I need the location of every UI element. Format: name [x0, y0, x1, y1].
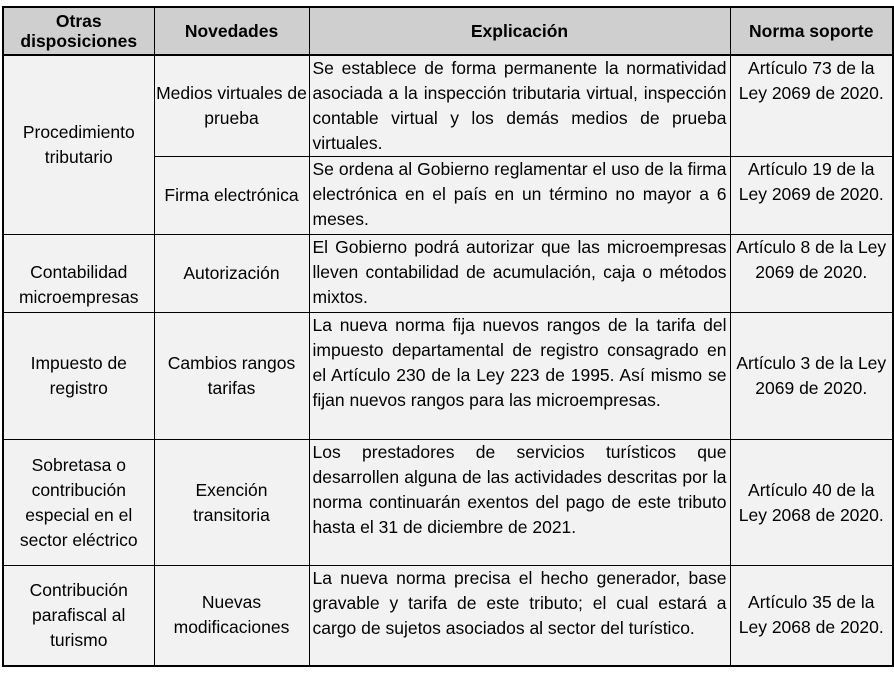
novedad-cell: Exención transitoria — [154, 440, 309, 566]
disposicion-cell: Contribución parafiscal al turismo — [3, 566, 154, 666]
table-row — [3, 55, 893, 157]
novedad-cell: Medios virtuales de prueba — [154, 55, 309, 157]
header-norma-soporte: Norma soporte — [730, 7, 893, 55]
table-row — [3, 440, 893, 566]
header-novedades: Novedades — [154, 7, 309, 55]
norma-cell: Artículo 73 de la Ley 2069 de 2020. — [730, 55, 893, 157]
table-row — [3, 313, 893, 440]
norma-cell: Artículo 3 de la Ley 2069 de 2020. — [730, 313, 893, 440]
disposicion-cell: Procedimiento tributario — [3, 55, 154, 235]
norma-cell: Artículo 40 de la Ley 2068 de 2020. — [730, 440, 893, 566]
disposicion-cell: Sobretasa o contribución especial en el sector eléctrico — [3, 440, 154, 566]
novedad-cell: Cambios rangos tarifas — [154, 313, 309, 440]
novedad-cell: Firma electrónica — [154, 157, 309, 235]
table-row — [3, 566, 893, 666]
table-row — [3, 235, 893, 313]
explicacion-cell: Se establece de forma permanente la normatividad asociada a la inspección tributaria virtual, inspección contable virtual y los demás medios de prueba virtuales. — [309, 55, 730, 157]
norma-cell: Artículo 35 de la Ley 2068 de 2020. — [730, 566, 893, 666]
header-explicacion: Explicación — [309, 7, 730, 55]
novedad-cell: Nuevas modificaciones — [154, 566, 309, 666]
explicacion-cell: Se ordena al Gobierno reglamentar el uso de la firma electrónica en el país en un término no mayor a 6 meses. — [309, 157, 730, 235]
norma-cell: Artículo 19 de la Ley 2069 de 2020. — [730, 157, 893, 235]
explicacion-cell: La nueva norma fija nuevos rangos de la tarifa del impuesto departamental de registro consagrado en el Artículo 230 de la Ley 223 de 1995. Así mismo se fijan nuevos rangos para las microempresas. — [309, 313, 730, 440]
header-otras-disposiciones: Otras disposiciones — [3, 7, 154, 55]
disposicion-cell: Contabilidad microempresas — [3, 235, 154, 313]
explicacion-cell: Los prestadores de servicios turísticos que desarrollen alguna de las actividades descritas por la norma continuarán exentos del pago de este tributo hasta el 31 de diciembre de 2021. — [309, 440, 730, 566]
explicacion-cell: El Gobierno podrá autorizar que las microempresas lleven contabilidad de acumulación, caja o métodos mixtos. — [309, 235, 730, 313]
disposiciones-table — [2, 6, 894, 667]
explicacion-cell: La nueva norma precisa el hecho generador, base gravable y tarifa de este tributo; el cual estará a cargo de sujetos asociados al sector del turístico. — [309, 566, 730, 666]
novedad-cell: Autorización — [154, 235, 309, 313]
disposicion-cell: Impuesto de registro — [3, 313, 154, 440]
header-row — [3, 7, 893, 55]
norma-cell: Artículo 8 de la Ley 2069 de 2020. — [730, 235, 893, 313]
